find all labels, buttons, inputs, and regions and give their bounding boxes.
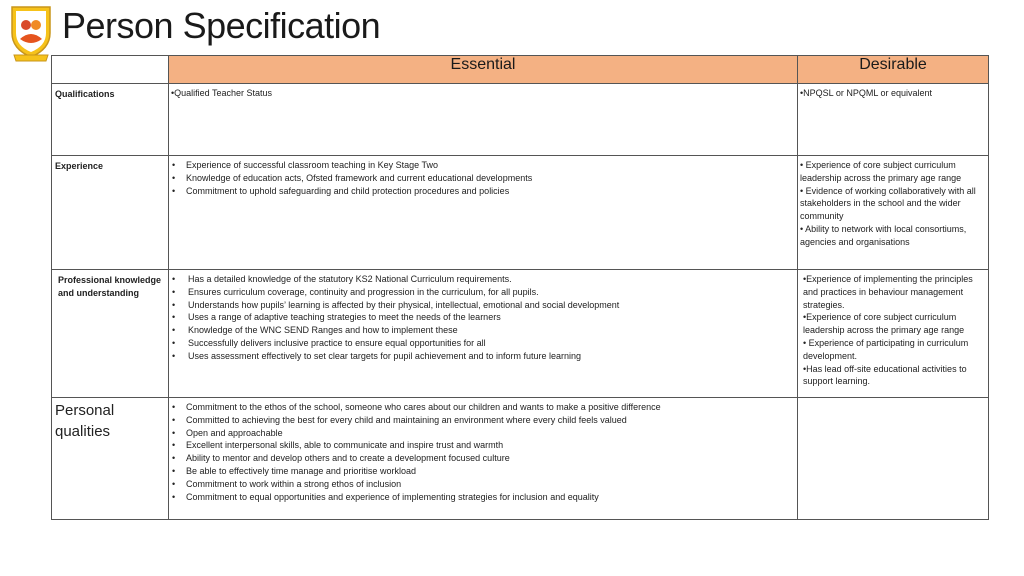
table-row <box>52 84 989 156</box>
row-label: Professional knowledge and understanding <box>58 275 162 298</box>
list-item: • Understands how pupils’ learning is affected by their physical, intellectual, emotional and social development <box>172 299 797 312</box>
essential-header: Essential <box>169 56 798 84</box>
list-item: • Experience of successful classroom teaching in Key Stage Two <box>172 159 797 172</box>
person-specification-table <box>51 55 989 520</box>
list-item: • Ability to network with local consortiums, agencies and organisations <box>800 223 967 247</box>
table-row <box>52 156 989 270</box>
list-item: • Be able to effectively time manage and prioritise workload <box>172 465 797 478</box>
desirable-header: Desirable <box>798 56 989 84</box>
list-item: •Experience of implementing the principles and practices in behaviour management strategies. <box>803 274 973 310</box>
page-title: Person Specification <box>62 5 381 46</box>
personal-essential-cell <box>169 398 798 520</box>
list-item: • Has a detailed knowledge of the statutory KS2 National Curriculum requirements. <box>172 273 797 286</box>
table-row <box>52 398 989 520</box>
header-blank-cell <box>52 56 169 84</box>
list-item: • Commitment to uphold safeguarding and child protection procedures and policies <box>172 185 797 198</box>
list-item: • Uses assessment effectively to set clear targets for pupil achievement and to inform future learning <box>172 350 797 363</box>
personal-desirable-cell <box>798 398 989 520</box>
list-item: • Excellent interpersonal skills, able to communicate and inspire trust and warmth <box>172 439 797 452</box>
list-item: • Commitment to the ethos of the school, someone who cares about our children and wants to make a positive difference <box>172 401 797 414</box>
list-item: • Evidence of working collaboratively with all stakeholders in the school and the wider community <box>800 185 976 222</box>
qualifications-desirable-cell <box>798 84 989 156</box>
qualifications-essential-cell <box>169 84 798 156</box>
experience-desirable-cell <box>798 156 989 270</box>
list-item: • Knowledge of the WNC SEND Ranges and how to implement these <box>172 324 797 337</box>
qualifications-label-cell <box>52 84 169 156</box>
list-item: • Successfully delivers inclusive practice to ensure equal opportunities for all <box>172 337 797 350</box>
row-label: Experience <box>55 161 104 171</box>
professional-desirable-cell <box>798 270 989 398</box>
list-item: •Qualified Teacher Status <box>171 88 273 98</box>
list-item: •Experience of core subject curriculum leadership across the primary age range <box>803 312 965 336</box>
list-item: • Experience of participating in curriculum development. <box>803 337 969 361</box>
experience-label-cell <box>52 156 169 270</box>
list-item: • Experience of core subject curriculum leadership across the primary age range <box>800 160 962 183</box>
school-logo <box>8 3 54 63</box>
list-item: • Uses a range of adaptive teaching strategies to meet the needs of the learners <box>172 311 797 324</box>
experience-essential-cell <box>169 156 798 270</box>
list-item: •NPQSL or NPQML or equivalent <box>800 88 933 98</box>
professional-essential-cell <box>169 270 798 398</box>
professional-label-cell <box>52 270 169 398</box>
list-item: • Committed to achieving the best for every child and maintaining an environment where every child feels valued <box>172 414 797 427</box>
list-item: • Knowledge of education acts, Ofsted framework and current educational developments <box>172 172 797 185</box>
list-item: • Ability to mentor and develop others and to create a development focused culture <box>172 452 797 465</box>
personal-label-cell <box>52 398 169 520</box>
list-item: •Has lead off-site educational activities to support learning. <box>803 363 967 387</box>
row-label: Personal qualities <box>55 402 115 440</box>
list-item: • Commitment to equal opportunities and experience of implementing strategies for inclusion and equality <box>172 491 797 504</box>
header-row <box>52 56 989 84</box>
table-row <box>52 270 989 398</box>
list-item: • Open and approachable <box>172 427 797 440</box>
list-item: • Ensures curriculum coverage, continuity and progression in the curriculum, for all pupils. <box>172 286 797 299</box>
list-item: • Commitment to work within a strong ethos of inclusion <box>172 478 797 491</box>
row-label: Qualifications <box>55 89 115 99</box>
